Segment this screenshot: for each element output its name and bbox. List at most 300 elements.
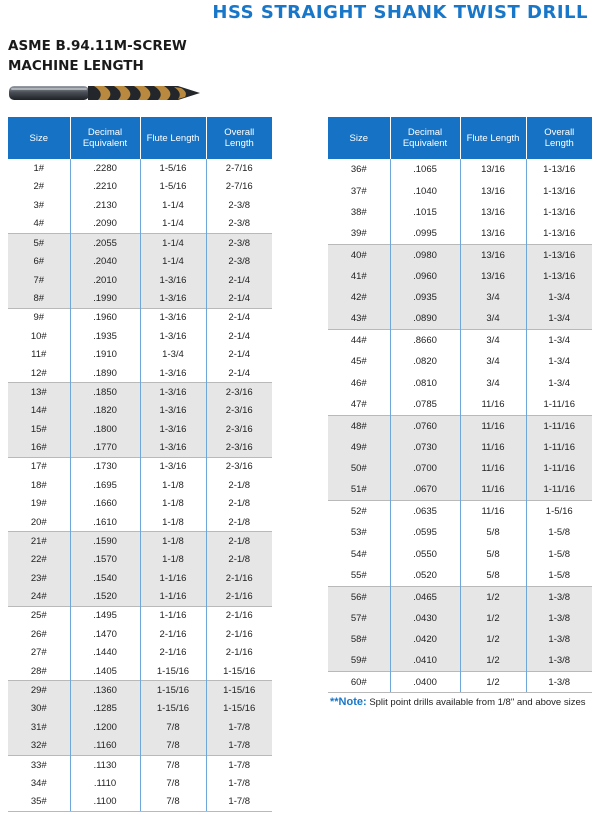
overall-length-cell: 1-15/16 xyxy=(206,681,272,700)
size-cell: 11# xyxy=(31,349,47,361)
decimal-cell: .1405 xyxy=(70,662,140,681)
table-row xyxy=(8,327,272,346)
table-row xyxy=(8,476,272,495)
flute-length-cell: 7/8 xyxy=(140,718,206,737)
size-cell: 45# xyxy=(350,356,367,368)
column-header-decimal: Decimal Equivalent xyxy=(70,117,140,159)
size-cell: 22# xyxy=(8,550,70,569)
overall-length-cell: 1-7/8 xyxy=(206,774,272,793)
drill-size-table-left xyxy=(8,117,272,812)
size-cell: 16# xyxy=(8,439,70,458)
overall-length-cell: 2-1/8 xyxy=(206,513,272,532)
flute-length-cell: 2-1/16 xyxy=(140,625,206,644)
flute-length-cell: 7/8 xyxy=(140,756,206,775)
flute-length-cell: 13/16 xyxy=(460,202,526,223)
table-row xyxy=(328,672,592,693)
table-row xyxy=(8,215,272,234)
overall-length-cell: 1-13/16 xyxy=(526,180,592,201)
size-cell: 51# xyxy=(328,479,390,500)
overall-length-cell: 1-3/8 xyxy=(526,672,592,693)
size-cell: 41# xyxy=(328,266,390,287)
table-row xyxy=(328,458,592,479)
decimal-cell: .0635 xyxy=(390,501,460,522)
flute-length-cell: 1-3/16 xyxy=(140,271,206,290)
overall-length-cell: 1-13/16 xyxy=(526,244,592,265)
size-cell: 56# xyxy=(328,586,390,607)
table-row xyxy=(8,345,272,364)
column-header-flute-length: Flute Length xyxy=(460,117,526,159)
overall-length-cell: 1-7/8 xyxy=(206,718,272,737)
overall-length-cell: 2-1/16 xyxy=(206,569,272,588)
table-row xyxy=(328,330,592,351)
decimal-cell: .1960 xyxy=(70,308,140,327)
decimal-cell: .1520 xyxy=(70,588,140,607)
overall-length-cell: 2-1/4 xyxy=(206,271,272,290)
flute-length-cell: 1-15/16 xyxy=(140,681,206,700)
table-row xyxy=(8,644,272,663)
footnote xyxy=(330,696,586,708)
decimal-cell: .1100 xyxy=(70,793,140,812)
decimal-cell: .0700 xyxy=(390,458,460,479)
size-cell: 55# xyxy=(350,569,367,581)
table-row xyxy=(8,159,272,178)
size-cell: 44# xyxy=(328,330,390,351)
flute-length-cell: 7/8 xyxy=(140,774,206,793)
overall-length-cell: 1-3/4 xyxy=(526,373,592,394)
size-cell: 20# xyxy=(30,516,47,528)
table-row xyxy=(8,457,272,476)
size-cell: 39# xyxy=(350,228,367,239)
overall-length-cell: 2-1/8 xyxy=(206,550,272,569)
table-row xyxy=(8,681,272,700)
table-row xyxy=(328,373,592,394)
decimal-cell: .2010 xyxy=(70,271,140,290)
table-row xyxy=(328,608,592,629)
overall-length-cell: 2-7/16 xyxy=(206,178,272,197)
overall-length-cell: 2-3/16 xyxy=(206,401,272,420)
overall-length-cell: 1-15/16 xyxy=(206,700,272,719)
table-row xyxy=(328,437,592,458)
flute-length-cell: 1-3/16 xyxy=(140,327,206,346)
decimal-cell: .1695 xyxy=(70,476,140,495)
flute-length-cell: 1-1/16 xyxy=(140,606,206,625)
overall-length-cell: 2-1/4 xyxy=(206,364,272,383)
decimal-cell: .0960 xyxy=(390,266,460,287)
flute-length-cell: 1/2 xyxy=(460,650,526,671)
decimal-cell: .1660 xyxy=(70,495,140,514)
size-cell: 34# xyxy=(30,777,47,789)
flute-length-cell: 5/8 xyxy=(460,522,526,543)
size-cell: 26# xyxy=(30,628,47,640)
page-title: HSS STRAIGHT SHANK TWIST DRILL xyxy=(212,2,588,23)
size-cell: 27# xyxy=(30,647,47,659)
table-row xyxy=(8,756,272,775)
size-cell: 33# xyxy=(8,756,70,775)
flute-length-cell: 1-3/16 xyxy=(140,457,206,476)
decimal-cell: .2210 xyxy=(70,178,140,197)
column-header-size: Size xyxy=(328,117,390,159)
size-cell: 52# xyxy=(328,501,390,522)
size-cell: 28# xyxy=(30,665,47,677)
flute-length-cell: 5/8 xyxy=(460,543,526,564)
table-row xyxy=(8,383,272,402)
note-label: **Note: xyxy=(330,696,367,708)
flute-length-cell: 13/16 xyxy=(460,180,526,201)
flute-length-cell: 1-3/16 xyxy=(140,308,206,327)
table-row xyxy=(8,271,272,290)
decimal-cell: .2090 xyxy=(70,215,140,234)
decimal-cell: .1990 xyxy=(70,289,140,308)
flute-length-cell: 11/16 xyxy=(460,501,526,522)
overall-length-cell: 2-1/8 xyxy=(206,476,272,495)
overall-length-cell: 1-5/8 xyxy=(526,543,592,564)
table-row xyxy=(8,569,272,588)
decimal-cell: .1065 xyxy=(390,159,460,180)
overall-length-cell: 2-1/16 xyxy=(206,588,272,607)
overall-length-cell: 2-3/16 xyxy=(206,439,272,458)
table-header-row xyxy=(328,117,592,159)
flute-length-cell: 3/4 xyxy=(460,309,526,330)
decimal-cell: .1935 xyxy=(70,327,140,346)
flute-length-cell: 1-1/8 xyxy=(140,532,206,551)
overall-length-cell: 2-3/8 xyxy=(206,252,272,271)
table-row xyxy=(8,550,272,569)
overall-length-cell: 1-13/16 xyxy=(526,202,592,223)
flute-length-cell: 1-1/8 xyxy=(140,513,206,532)
overall-length-cell: 2-7/16 xyxy=(206,159,272,178)
size-cell: 53# xyxy=(350,527,367,539)
decimal-cell: .1800 xyxy=(70,420,140,439)
decimal-cell: .0550 xyxy=(390,543,460,564)
decimal-cell: .1200 xyxy=(70,718,140,737)
size-cell: 58# xyxy=(328,629,390,650)
column-header-overall-length: Overall Length xyxy=(206,117,272,159)
overall-length-cell: 2-1/16 xyxy=(206,644,272,663)
table-header-row xyxy=(8,117,272,159)
size-cell: 4# xyxy=(33,218,45,230)
size-cell: 7# xyxy=(8,271,70,290)
size-cell: 36# xyxy=(350,164,367,176)
table-row xyxy=(328,650,592,671)
size-cell: 18# xyxy=(30,479,47,491)
overall-length-cell: 2-3/8 xyxy=(206,234,272,253)
flute-length-cell: 1-3/16 xyxy=(140,289,206,308)
overall-length-cell: 1-11/16 xyxy=(526,458,592,479)
size-cell: 31# xyxy=(8,718,70,737)
decimal-cell: .0890 xyxy=(390,309,460,330)
flute-length-cell: 3/4 xyxy=(460,351,526,372)
decimal-cell: .1470 xyxy=(70,625,140,644)
flute-length-cell: 7/8 xyxy=(140,737,206,756)
decimal-cell: .1770 xyxy=(70,439,140,458)
table-row xyxy=(8,289,272,308)
overall-length-cell: 1-11/16 xyxy=(526,479,592,500)
size-cell: 8# xyxy=(8,289,70,308)
overall-length-cell: 1-3/8 xyxy=(526,586,592,607)
size-cell: 35# xyxy=(8,793,70,812)
table-row xyxy=(8,252,272,271)
overall-length-cell: 1-5/8 xyxy=(526,565,592,586)
overall-length-cell: 2-3/8 xyxy=(206,215,272,234)
decimal-cell: .1910 xyxy=(70,345,140,364)
table-row xyxy=(8,532,272,551)
table-row xyxy=(328,629,592,650)
flute-length-cell: 1/2 xyxy=(460,629,526,650)
overall-length-cell: 1-5/16 xyxy=(526,501,592,522)
flute-length-cell: 1-1/8 xyxy=(140,495,206,514)
decimal-cell: .1850 xyxy=(70,383,140,402)
table-row xyxy=(8,401,272,420)
size-cell: 17# xyxy=(8,457,70,476)
decimal-cell: .2040 xyxy=(70,252,140,271)
table-row xyxy=(8,196,272,215)
overall-length-cell: 1-13/16 xyxy=(526,223,592,244)
table-row xyxy=(328,501,592,522)
size-cell: 2# xyxy=(33,181,45,193)
flute-length-cell: 1-3/16 xyxy=(140,439,206,458)
table-row xyxy=(328,159,592,180)
flute-length-cell: 1-3/4 xyxy=(140,345,206,364)
decimal-cell: .1015 xyxy=(390,202,460,223)
size-cell: 25# xyxy=(8,606,70,625)
size-cell: 29# xyxy=(8,681,70,700)
flute-length-cell: 11/16 xyxy=(460,415,526,436)
decimal-cell: .0400 xyxy=(390,672,460,693)
overall-length-cell: 2-1/4 xyxy=(206,289,272,308)
size-cell: 1# xyxy=(33,162,45,174)
overall-length-cell: 2-3/16 xyxy=(206,383,272,402)
decimal-cell: .0820 xyxy=(390,351,460,372)
size-cell: 10# xyxy=(30,330,47,342)
decimal-cell: .1590 xyxy=(70,532,140,551)
table-row xyxy=(328,351,592,372)
overall-length-cell: 1-11/16 xyxy=(526,394,592,415)
size-cell: 48# xyxy=(328,415,390,436)
note-text: Split point drills available from 1/8" and above sizes xyxy=(369,697,586,708)
size-cell: 38# xyxy=(350,206,367,218)
flute-length-cell: 3/4 xyxy=(460,287,526,308)
decimal-cell: .1440 xyxy=(70,644,140,663)
decimal-cell: .0595 xyxy=(390,522,460,543)
decimal-cell: .0810 xyxy=(390,373,460,394)
flute-length-cell: 1-1/16 xyxy=(140,588,206,607)
column-header-size: Size xyxy=(8,117,70,159)
table-row xyxy=(8,234,272,253)
decimal-cell: .0430 xyxy=(390,608,460,629)
size-cell: 30# xyxy=(8,700,70,719)
decimal-cell: .0760 xyxy=(390,415,460,436)
overall-length-cell: 1-11/16 xyxy=(526,415,592,436)
overall-length-cell: 1-15/16 xyxy=(206,662,272,681)
decimal-cell: .0980 xyxy=(390,244,460,265)
size-cell: 24# xyxy=(8,588,70,607)
flute-length-cell: 1-1/4 xyxy=(140,215,206,234)
flute-length-cell: 13/16 xyxy=(460,266,526,287)
size-cell: 23# xyxy=(8,569,70,588)
flute-length-cell: 13/16 xyxy=(460,223,526,244)
table-row xyxy=(8,588,272,607)
flute-length-cell: 1-3/16 xyxy=(140,401,206,420)
flute-length-cell: 1-3/16 xyxy=(140,420,206,439)
table-row xyxy=(8,495,272,514)
size-cell: 49# xyxy=(328,437,390,458)
table-row xyxy=(8,606,272,625)
table-row xyxy=(328,586,592,607)
overall-length-cell: 1-7/8 xyxy=(206,793,272,812)
table-row xyxy=(8,364,272,383)
size-cell: 54# xyxy=(350,548,367,560)
decimal-cell: .0410 xyxy=(390,650,460,671)
overall-length-cell: 2-1/16 xyxy=(206,625,272,644)
flute-length-cell: 1-1/8 xyxy=(140,550,206,569)
flute-length-cell: 1-5/16 xyxy=(140,159,206,178)
size-cell: 50# xyxy=(328,458,390,479)
overall-length-cell: 2-1/4 xyxy=(206,345,272,364)
overall-length-cell: 1-3/8 xyxy=(526,608,592,629)
flute-length-cell: 1-1/4 xyxy=(140,196,206,215)
overall-length-cell: 2-3/16 xyxy=(206,457,272,476)
subtitle-line-1: ASME B.94.11M-SCREW xyxy=(8,38,187,54)
flute-length-cell: 13/16 xyxy=(460,244,526,265)
flute-length-cell: 1-3/16 xyxy=(140,364,206,383)
size-cell: 12# xyxy=(30,367,47,379)
table-row xyxy=(328,565,592,586)
decimal-cell: .0670 xyxy=(390,479,460,500)
table-row xyxy=(328,394,592,415)
overall-length-cell: 2-3/8 xyxy=(206,196,272,215)
overall-length-cell: 1-3/4 xyxy=(526,287,592,308)
decimal-cell: .1285 xyxy=(70,700,140,719)
size-cell: 43# xyxy=(328,309,390,330)
flute-length-cell: 11/16 xyxy=(460,437,526,458)
overall-length-cell: 1-7/8 xyxy=(206,737,272,756)
decimal-cell: .1110 xyxy=(70,774,140,793)
overall-length-cell: 1-3/4 xyxy=(526,351,592,372)
table-row xyxy=(328,202,592,223)
size-cell: 46# xyxy=(350,377,367,389)
flute-length-cell: 13/16 xyxy=(460,159,526,180)
size-cell: 37# xyxy=(350,185,367,197)
decimal-cell: .1540 xyxy=(70,569,140,588)
table-row xyxy=(328,543,592,564)
size-cell: 21# xyxy=(8,532,70,551)
table-row xyxy=(8,625,272,644)
size-cell: 9# xyxy=(8,308,70,327)
decimal-cell: .2130 xyxy=(70,196,140,215)
decimal-cell: .0995 xyxy=(390,223,460,244)
table-row xyxy=(328,415,592,436)
table-row xyxy=(8,737,272,756)
drill-size-table-right xyxy=(328,117,592,693)
size-cell: 5# xyxy=(8,234,70,253)
decimal-cell: .1040 xyxy=(390,180,460,201)
decimal-cell: .8660 xyxy=(390,330,460,351)
decimal-cell: .1890 xyxy=(70,364,140,383)
decimal-cell: .1360 xyxy=(70,681,140,700)
size-cell: 42# xyxy=(328,287,390,308)
overall-length-cell: 1-11/16 xyxy=(526,437,592,458)
flute-length-cell: 1/2 xyxy=(460,608,526,629)
decimal-cell: .0730 xyxy=(390,437,460,458)
table-row xyxy=(328,223,592,244)
decimal-cell: .1820 xyxy=(70,401,140,420)
overall-length-cell: 1-3/4 xyxy=(526,309,592,330)
size-cell: 19# xyxy=(30,498,47,510)
table-row xyxy=(8,774,272,793)
table-row xyxy=(328,479,592,500)
overall-length-cell: 1-3/8 xyxy=(526,650,592,671)
flute-length-cell: 2-1/16 xyxy=(140,644,206,663)
size-cell: 60# xyxy=(328,672,390,693)
size-cell: 47# xyxy=(350,398,367,410)
decimal-cell: .1570 xyxy=(70,550,140,569)
right-table-body xyxy=(328,159,592,693)
flute-length-cell: 11/16 xyxy=(460,394,526,415)
table-row xyxy=(8,718,272,737)
overall-length-cell: 2-1/8 xyxy=(206,532,272,551)
table-row xyxy=(8,700,272,719)
table-row xyxy=(328,522,592,543)
size-cell: 57# xyxy=(328,608,390,629)
size-cell: 15# xyxy=(8,420,70,439)
overall-length-cell: 2-1/4 xyxy=(206,308,272,327)
flute-length-cell: 1-3/16 xyxy=(140,383,206,402)
size-cell: 59# xyxy=(328,650,390,671)
flute-length-cell: 11/16 xyxy=(460,479,526,500)
decimal-cell: .0785 xyxy=(390,394,460,415)
decimal-cell: .1160 xyxy=(70,737,140,756)
flute-length-cell: 1-1/4 xyxy=(140,234,206,253)
column-header-decimal: Decimal Equivalent xyxy=(390,117,460,159)
decimal-cell: .1130 xyxy=(70,756,140,775)
flute-length-cell: 1-1/16 xyxy=(140,569,206,588)
column-header-overall-length: Overall Length xyxy=(526,117,592,159)
left-table-body xyxy=(8,159,272,811)
overall-length-cell: 1-3/4 xyxy=(526,330,592,351)
table-row xyxy=(328,244,592,265)
size-cell: 3# xyxy=(33,200,45,212)
table-row xyxy=(8,793,272,812)
decimal-cell: .0465 xyxy=(390,586,460,607)
table-row xyxy=(8,420,272,439)
decimal-cell: .1495 xyxy=(70,606,140,625)
flute-length-cell: 7/8 xyxy=(140,793,206,812)
table-row xyxy=(328,287,592,308)
flute-length-cell: 3/4 xyxy=(460,330,526,351)
flute-length-cell: 1-1/8 xyxy=(140,476,206,495)
flute-length-cell: 1/2 xyxy=(460,586,526,607)
flute-length-cell: 1-15/16 xyxy=(140,662,206,681)
overall-length-cell: 1-3/8 xyxy=(526,629,592,650)
decimal-cell: .0935 xyxy=(390,287,460,308)
flute-length-cell: 1-5/16 xyxy=(140,178,206,197)
size-cell: 13# xyxy=(8,383,70,402)
table-row xyxy=(8,439,272,458)
subtitle xyxy=(8,36,238,76)
decimal-cell: .0420 xyxy=(390,629,460,650)
table-row xyxy=(8,662,272,681)
subtitle-line-2: MACHINE LENGTH xyxy=(8,58,144,74)
flute-length-cell: 5/8 xyxy=(460,565,526,586)
column-header-flute-length: Flute Length xyxy=(140,117,206,159)
overall-length-cell: 1-13/16 xyxy=(526,159,592,180)
size-cell: 32# xyxy=(8,737,70,756)
table-row xyxy=(8,178,272,197)
flute-length-cell: 1-1/4 xyxy=(140,252,206,271)
overall-length-cell: 2-1/4 xyxy=(206,327,272,346)
overall-length-cell: 2-3/16 xyxy=(206,420,272,439)
overall-length-cell: 2-1/8 xyxy=(206,495,272,514)
